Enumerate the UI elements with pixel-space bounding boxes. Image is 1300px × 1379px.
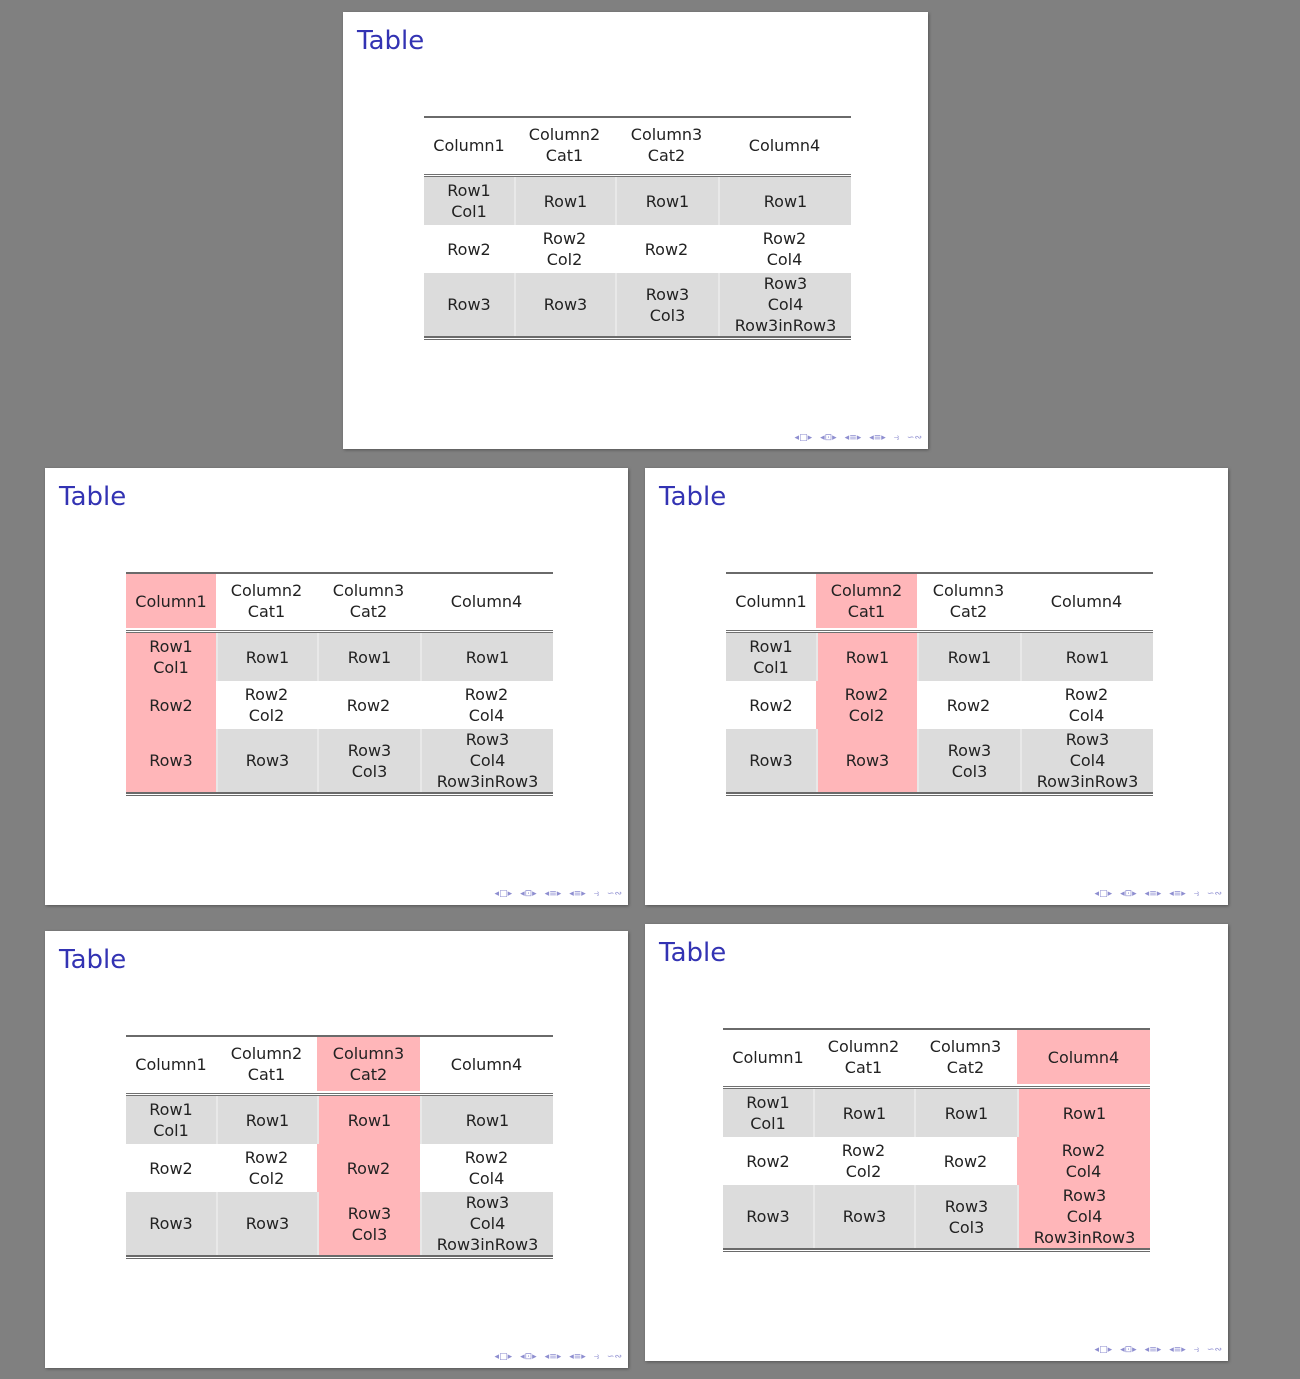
table-row — [126, 681, 553, 729]
slide-1 — [343, 12, 928, 449]
nav-frame-icon[interactable]: ◂⊡▸ — [520, 1352, 537, 1362]
cell-line: Row1 — [347, 647, 392, 667]
table-cell — [420, 633, 553, 681]
table-header-row — [723, 1030, 1150, 1084]
cell-line: Row1 — [944, 1103, 989, 1123]
nav-frame-icon[interactable]: ◂⊡▸ — [520, 889, 537, 899]
slide-title: Table — [659, 938, 727, 968]
table-cell — [317, 1192, 420, 1255]
cell-line: Cat1 — [847, 602, 886, 621]
table-cell — [726, 633, 816, 681]
cell-line: Row1 — [749, 637, 793, 656]
cell-line: Row2 — [244, 1148, 289, 1167]
cell-line: Col1 — [451, 202, 487, 221]
cell-line: Col2 — [546, 250, 583, 269]
nav-frame-icon[interactable]: ◂⊡▸ — [820, 433, 837, 443]
table-cell — [813, 1137, 914, 1185]
table-cell — [216, 633, 317, 681]
cell-line: Row3 — [149, 751, 193, 770]
table-cell — [723, 1089, 813, 1137]
cell-line: Row3 — [746, 1207, 790, 1226]
cell-line: Row1 — [845, 647, 890, 667]
cell-line: Row3 — [245, 1214, 290, 1233]
table-row — [424, 273, 851, 336]
cell-line: Col2 — [248, 706, 285, 725]
cell-line: Column4 — [1050, 591, 1123, 611]
cell-line: Row2 — [149, 695, 193, 715]
table-cell — [420, 1096, 553, 1144]
table-cell — [615, 177, 718, 225]
data-table — [126, 1035, 553, 1259]
table-cell — [317, 633, 420, 681]
table-cell — [216, 1192, 317, 1255]
cell-line: Row2 — [1061, 1141, 1106, 1160]
cell-line: Cat2 — [349, 602, 388, 621]
cell-line: Cat1 — [247, 602, 286, 621]
cell-line: Col1 — [753, 658, 789, 677]
table-cell — [917, 633, 1020, 681]
table-bottom-rule — [726, 792, 1153, 796]
cell-line: Row2 — [464, 1148, 509, 1167]
column-header — [718, 118, 851, 172]
cell-line: Cat1 — [545, 146, 584, 165]
cell-line: Col4 — [767, 295, 804, 314]
slide-title: Table — [659, 482, 727, 512]
column-header — [816, 574, 917, 628]
cell-line: Col2 — [248, 1169, 285, 1188]
nav-search-icon[interactable]: ∽∾ — [1206, 1345, 1222, 1355]
data-table — [424, 116, 851, 340]
table-cell — [420, 1144, 553, 1192]
cell-line: Column1 — [732, 1047, 804, 1067]
cell-line: Col4 — [766, 250, 803, 269]
nav-subsection-icon[interactable]: ◂≡▸ — [1169, 889, 1186, 899]
table-cell — [1020, 729, 1153, 792]
cell-line: Column3 — [332, 581, 405, 600]
table-cell — [126, 633, 216, 681]
cell-line: Col2 — [848, 706, 885, 725]
table-header-row — [424, 118, 851, 172]
nav-section-icon[interactable]: ◂≡▸ — [544, 889, 562, 899]
cell-line: Col1 — [153, 1121, 189, 1140]
column-header — [216, 574, 317, 628]
nav-search-icon[interactable]: ∽∾ — [606, 889, 622, 899]
nav-section-icon[interactable]: ◂≡▸ — [1144, 1345, 1162, 1355]
cell-line: Row3inRow3 — [436, 1235, 539, 1254]
cell-line: Row3 — [944, 1196, 989, 1216]
cell-line: Cat2 — [946, 1058, 985, 1077]
beamer-navigation[interactable] — [417, 1352, 622, 1362]
cell-line: Column4 — [450, 1054, 523, 1074]
table-row — [126, 1192, 553, 1255]
cell-line: Row2 — [749, 695, 793, 715]
cell-line: Row3 — [447, 295, 491, 314]
nav-search-icon[interactable]: ∽∾ — [1206, 889, 1222, 899]
cell-line: Row3inRow3 — [734, 316, 837, 335]
column-header — [317, 574, 420, 628]
cell-line: Row2 — [1064, 685, 1109, 704]
nav-first-icon[interactable]: ◂□▸ — [1094, 889, 1113, 899]
cell-line: Row1 — [543, 191, 588, 211]
table-cell — [126, 1192, 216, 1255]
table-cell — [917, 729, 1020, 792]
slide-3 — [645, 468, 1228, 905]
cell-line: Row2 — [346, 1158, 391, 1178]
table-cell — [216, 1096, 317, 1144]
cell-line: Row2 — [346, 695, 391, 715]
slide-title: Table — [357, 26, 425, 56]
cell-line: Cat2 — [349, 1065, 388, 1084]
column-header — [615, 118, 718, 172]
cell-line: Row2 — [943, 1151, 988, 1171]
data-table — [726, 572, 1153, 796]
cell-line: Row3 — [842, 1207, 887, 1226]
cell-line: Col3 — [649, 305, 686, 325]
cell-line: Row3inRow3 — [1036, 772, 1139, 791]
cell-line: Row3 — [645, 284, 690, 304]
table-bottom-rule — [126, 792, 553, 796]
nav-doc-icon[interactable]: ⥽ — [593, 1352, 599, 1362]
cell-line: Row2 — [844, 685, 889, 704]
nav-doc-icon[interactable]: ⥽ — [593, 889, 599, 899]
cell-line: Row3 — [1065, 730, 1110, 749]
table-cell — [420, 1192, 553, 1255]
table-cell — [813, 1185, 914, 1248]
nav-frame-icon[interactable]: ◂⊡▸ — [1120, 1345, 1137, 1355]
cell-line: Col4 — [469, 751, 506, 770]
cell-line: Col2 — [845, 1162, 882, 1181]
cell-line: Row3 — [465, 730, 510, 749]
cell-line: Column2 — [528, 125, 601, 144]
cell-line: Row1 — [947, 647, 992, 667]
cell-line: Col1 — [750, 1114, 786, 1133]
cell-line: Col3 — [351, 1224, 388, 1244]
column-header — [1017, 1030, 1150, 1084]
cell-line: Col4 — [468, 706, 505, 725]
column-header — [813, 1030, 914, 1084]
table-row — [726, 729, 1153, 792]
data-table — [126, 572, 553, 796]
table-header-row — [126, 1037, 553, 1091]
table-bottom-rule — [126, 1255, 553, 1259]
table-header-row — [126, 574, 553, 628]
table-cell — [816, 729, 917, 792]
table-row — [126, 1096, 553, 1144]
cell-line: Row1 — [447, 181, 491, 200]
cell-line: Row1 — [746, 1093, 790, 1112]
column-header — [1020, 574, 1153, 628]
table-row — [726, 633, 1153, 681]
cell-line: Column1 — [433, 135, 505, 155]
table-cell — [317, 1096, 420, 1144]
column-header — [317, 1037, 420, 1091]
cell-line: Row3 — [543, 295, 588, 314]
nav-subsection-icon[interactable]: ◂≡▸ — [569, 1352, 586, 1362]
cell-line: Col4 — [1068, 706, 1105, 725]
table-cell — [514, 225, 615, 273]
column-header — [917, 574, 1020, 628]
cell-line: Row2 — [542, 229, 587, 248]
slide-title: Table — [59, 482, 127, 512]
table-cell — [317, 681, 420, 729]
cell-line: Column3 — [929, 1037, 1002, 1056]
cell-line: Col3 — [951, 761, 988, 781]
table-cell — [718, 273, 851, 336]
table-cell — [1017, 1137, 1150, 1185]
beamer-navigation[interactable] — [1017, 889, 1222, 899]
table-cell — [1017, 1089, 1150, 1137]
cell-line: Row3 — [347, 1203, 392, 1223]
table-header-row — [726, 574, 1153, 628]
column-header — [723, 1030, 813, 1084]
cell-line: Row3 — [465, 1193, 510, 1212]
nav-search-icon[interactable]: ∽∾ — [906, 433, 922, 443]
table-cell — [514, 273, 615, 336]
cell-line: Col4 — [1066, 1207, 1103, 1226]
table-cell — [1020, 681, 1153, 729]
table-cell — [424, 225, 514, 273]
nav-first-icon[interactable]: ◂□▸ — [1094, 1345, 1113, 1355]
column-header — [514, 118, 615, 172]
slide-title: Table — [59, 945, 127, 975]
table-cell — [317, 729, 420, 792]
table-cell — [914, 1185, 1017, 1248]
cell-line: Row3inRow3 — [1033, 1228, 1136, 1247]
nav-frame-icon[interactable]: ◂⊡▸ — [1120, 889, 1137, 899]
nav-doc-icon[interactable]: ⥽ — [1193, 889, 1199, 899]
nav-first-icon[interactable]: ◂□▸ — [494, 1352, 513, 1362]
cell-line: Cat2 — [949, 602, 988, 621]
column-header — [126, 574, 216, 628]
nav-doc-icon[interactable]: ⥽ — [893, 433, 899, 443]
cell-line: Col3 — [351, 761, 388, 781]
cell-line: Row3 — [749, 751, 793, 770]
cell-line: Row1 — [347, 1110, 392, 1130]
table-cell — [216, 681, 317, 729]
cell-line: Row2 — [644, 239, 689, 259]
column-header — [420, 574, 553, 628]
cell-line: Row3 — [347, 740, 392, 760]
nav-search-icon[interactable]: ∽∾ — [606, 1352, 622, 1362]
cell-line: Row1 — [645, 191, 690, 211]
cell-line: Row2 — [244, 685, 289, 704]
column-header — [914, 1030, 1017, 1084]
cell-line: Column2 — [230, 1044, 303, 1063]
nav-subsection-icon[interactable]: ◂≡▸ — [1169, 1345, 1186, 1355]
cell-line: Row3 — [845, 751, 890, 770]
column-header — [726, 574, 816, 628]
cell-line: Row1 — [842, 1103, 887, 1123]
cell-line: Row2 — [946, 695, 991, 715]
table-cell — [723, 1137, 813, 1185]
cell-line: Column4 — [1047, 1047, 1120, 1067]
table-row — [723, 1089, 1150, 1137]
table-cell — [126, 681, 216, 729]
cell-line: Col4 — [1065, 1162, 1102, 1181]
nav-subsection-icon[interactable]: ◂≡▸ — [869, 433, 886, 443]
nav-doc-icon[interactable]: ⥽ — [1193, 1345, 1199, 1355]
cell-line: Column1 — [135, 591, 207, 611]
table-cell — [126, 1096, 216, 1144]
table-cell — [126, 729, 216, 792]
table-bottom-rule — [424, 336, 851, 340]
cell-line: Row2 — [841, 1141, 886, 1160]
nav-section-icon[interactable]: ◂≡▸ — [544, 1352, 562, 1362]
table-cell — [424, 177, 514, 225]
beamer-navigation[interactable] — [417, 889, 622, 899]
cell-line: Column1 — [735, 591, 807, 611]
nav-subsection-icon[interactable]: ◂≡▸ — [569, 889, 586, 899]
beamer-navigation[interactable] — [1017, 1345, 1222, 1355]
cell-line: Row3 — [149, 1214, 193, 1233]
cell-line: Column3 — [332, 1044, 405, 1063]
slide-2 — [45, 468, 628, 905]
table-cell — [914, 1137, 1017, 1185]
cell-line: Row2 — [746, 1151, 790, 1171]
table-cell — [718, 225, 851, 273]
cell-line: Column4 — [450, 591, 523, 611]
cell-line: Cat2 — [647, 146, 686, 165]
cell-line: Row2 — [762, 229, 807, 248]
cell-line: Row1 — [763, 191, 808, 211]
slide-5 — [645, 924, 1228, 1361]
table-cell — [914, 1089, 1017, 1137]
table-cell — [424, 273, 514, 336]
table-cell — [216, 1144, 317, 1192]
table-cell — [813, 1089, 914, 1137]
cell-line: Col1 — [153, 658, 189, 677]
cell-line: Row2 — [447, 239, 491, 259]
table-cell — [1020, 633, 1153, 681]
table-row — [723, 1185, 1150, 1248]
cell-line: Row3inRow3 — [436, 772, 539, 791]
table-cell — [317, 1144, 420, 1192]
cell-line: Row2 — [464, 685, 509, 704]
table-cell — [514, 177, 615, 225]
beamer-navigation[interactable] — [717, 433, 922, 443]
cell-line: Cat1 — [247, 1065, 286, 1084]
table-cell — [726, 729, 816, 792]
table-cell — [718, 177, 851, 225]
table-cell — [126, 1144, 216, 1192]
cell-line: Row1 — [1065, 647, 1110, 667]
table-row — [126, 1144, 553, 1192]
slide-4 — [45, 931, 628, 1368]
table-cell — [216, 729, 317, 792]
cell-line: Row1 — [149, 1100, 193, 1119]
nav-section-icon[interactable]: ◂≡▸ — [844, 433, 862, 443]
cell-line: Column2 — [830, 581, 903, 600]
column-header — [126, 1037, 216, 1091]
table-cell — [615, 273, 718, 336]
cell-line: Cat1 — [844, 1058, 883, 1077]
column-header — [216, 1037, 317, 1091]
cell-line: Column2 — [827, 1037, 900, 1056]
table-cell — [816, 681, 917, 729]
table-cell — [723, 1185, 813, 1248]
cell-line: Col4 — [1069, 751, 1106, 770]
table-row — [723, 1137, 1150, 1185]
cell-line: Row1 — [149, 637, 193, 656]
table-cell — [917, 681, 1020, 729]
cell-line: Row1 — [465, 1110, 510, 1130]
cell-line: Col4 — [468, 1169, 505, 1188]
table-cell — [615, 225, 718, 273]
cell-line: Row3 — [245, 751, 290, 770]
cell-line: Row3 — [947, 740, 992, 760]
nav-first-icon[interactable]: ◂□▸ — [494, 889, 513, 899]
table-row — [424, 225, 851, 273]
cell-line: Column3 — [630, 125, 703, 144]
column-header — [420, 1037, 553, 1091]
cell-line: Column1 — [135, 1054, 207, 1074]
table-row — [424, 177, 851, 225]
cell-line: Row3 — [763, 274, 808, 293]
cell-line: Row1 — [245, 647, 290, 667]
table-cell — [1017, 1185, 1150, 1248]
cell-line: Col4 — [469, 1214, 506, 1233]
cell-line: Row2 — [149, 1158, 193, 1178]
cell-line: Row1 — [1062, 1103, 1107, 1123]
table-cell — [726, 681, 816, 729]
cell-line: Column3 — [932, 581, 1005, 600]
data-table — [723, 1028, 1150, 1252]
table-bottom-rule — [723, 1248, 1150, 1252]
cell-line: Column2 — [230, 581, 303, 600]
cell-line: Row1 — [245, 1110, 290, 1130]
column-header — [424, 118, 514, 172]
cell-line: Row3 — [1062, 1186, 1107, 1205]
cell-line: Col3 — [948, 1217, 985, 1237]
table-row — [126, 633, 553, 681]
table-row — [126, 729, 553, 792]
cell-line: Column4 — [748, 135, 821, 155]
nav-section-icon[interactable]: ◂≡▸ — [1144, 889, 1162, 899]
table-cell — [816, 633, 917, 681]
cell-line: Row1 — [465, 647, 510, 667]
nav-first-icon[interactable]: ◂□▸ — [794, 433, 813, 443]
table-row — [726, 681, 1153, 729]
table-cell — [420, 681, 553, 729]
table-cell — [420, 729, 553, 792]
